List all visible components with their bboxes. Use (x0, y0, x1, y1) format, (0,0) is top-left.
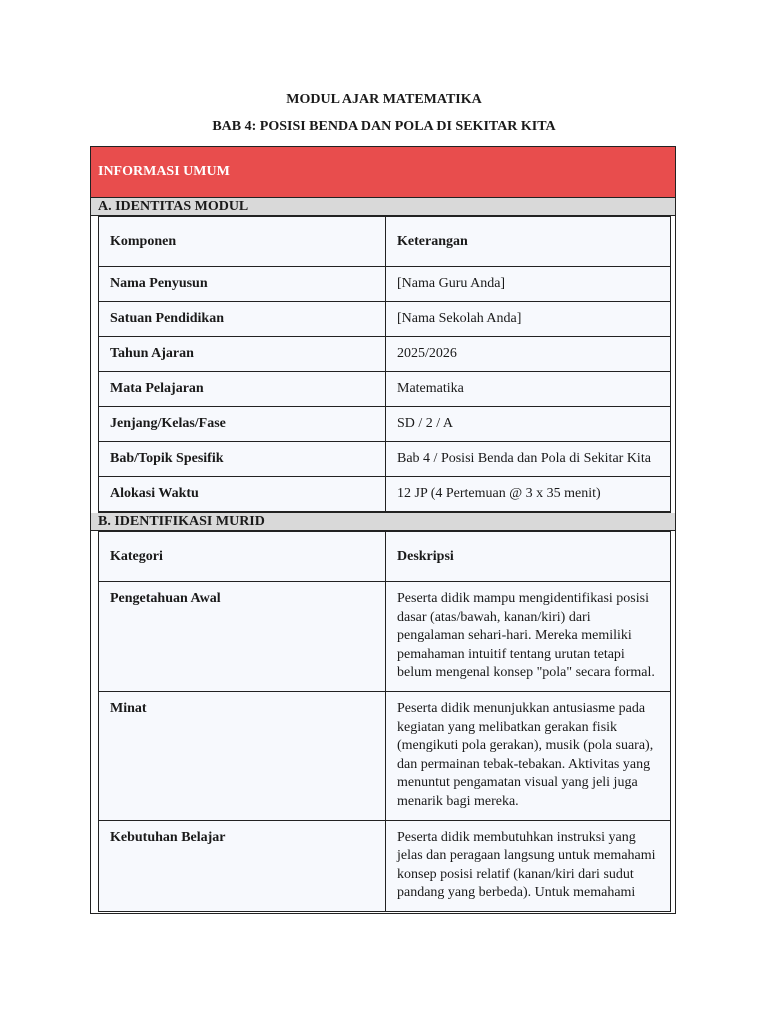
table-row (99, 582, 671, 692)
row-value: Bab 4 / Posisi Benda dan Pola di Sekitar Kita (386, 442, 671, 477)
row-label: Alokasi Waktu (99, 477, 386, 513)
table-row (99, 691, 671, 820)
section-murid-heading: B. IDENTIFIKASI MURID (91, 513, 675, 531)
row-label: Bab/Topik Spesifik (99, 442, 386, 477)
row-value: [Nama Sekolah Anda] (386, 302, 671, 337)
row-value: Matematika (386, 372, 671, 407)
document-subtitle: BAB 4: POSISI BENDA DAN POLA DI SEKITAR KITA (212, 119, 556, 134)
row-value: SD / 2 / A (386, 407, 671, 442)
row-label: Satuan Pendidikan (99, 302, 386, 337)
column-header-keterangan: Keterangan (386, 217, 671, 267)
column-header-komponen: Komponen (99, 217, 386, 267)
identitas-table (98, 216, 671, 513)
row-label: Tahun Ajaran (99, 337, 386, 372)
row-label: Nama Penyusun (99, 267, 386, 302)
table-row (99, 337, 671, 372)
section-identitas-heading: A. IDENTITAS MODUL (91, 198, 675, 216)
row-value: 2025/2026 (386, 337, 671, 372)
table-row (99, 302, 671, 337)
table-row (99, 820, 671, 911)
row-label: Minat (99, 691, 386, 820)
info-heading: INFORMASI UMUM (91, 147, 675, 198)
row-label: Kebutuhan Belajar (99, 820, 386, 911)
table-row (99, 372, 671, 407)
row-value: 12 JP (4 Pertemuan @ 3 x 35 menit) (386, 477, 671, 513)
table-row (99, 407, 671, 442)
murid-table (98, 531, 671, 912)
table-row (99, 267, 671, 302)
column-header-kategori: Kategori (99, 532, 386, 582)
document-title: MODUL AJAR MATEMATIKA (286, 92, 482, 107)
table-header-row (99, 217, 671, 267)
table-row (99, 442, 671, 477)
row-description: Peserta didik mampu mengidentifikasi posisi dasar (atas/bawah, kanan/kiri) dari pengalaman sehari-hari. Mereka memiliki pemahaman intuitif tentang urutan tetapi belum mengenal konsep "pola" secara formal. (386, 582, 671, 692)
column-header-deskripsi: Deskripsi (386, 532, 671, 582)
row-description: Peserta didik menunjukkan antusiasme pada kegiatan yang melibatkan gerakan fisik (mengikuti pola gerakan), musik (pola suara), dan permainan tebak-tebakan. Aktivitas yang menuntut pengamatan visual yang jeli juga menarik bagi mereka. (386, 691, 671, 820)
row-description: Peserta didik membutuhkan instruksi yang jelas dan peragaan langsung untuk memahami konsep posisi relatif (kanan/kiri dari sudut pandang yang berbeda). Untuk memahami (386, 820, 671, 911)
table-header-row (99, 532, 671, 582)
table-row (99, 477, 671, 513)
row-label: Pengetahuan Awal (99, 582, 386, 692)
row-label: Jenjang/Kelas/Fase (99, 407, 386, 442)
info-table (90, 146, 676, 914)
row-label: Mata Pelajaran (99, 372, 386, 407)
row-value: [Nama Guru Anda] (386, 267, 671, 302)
